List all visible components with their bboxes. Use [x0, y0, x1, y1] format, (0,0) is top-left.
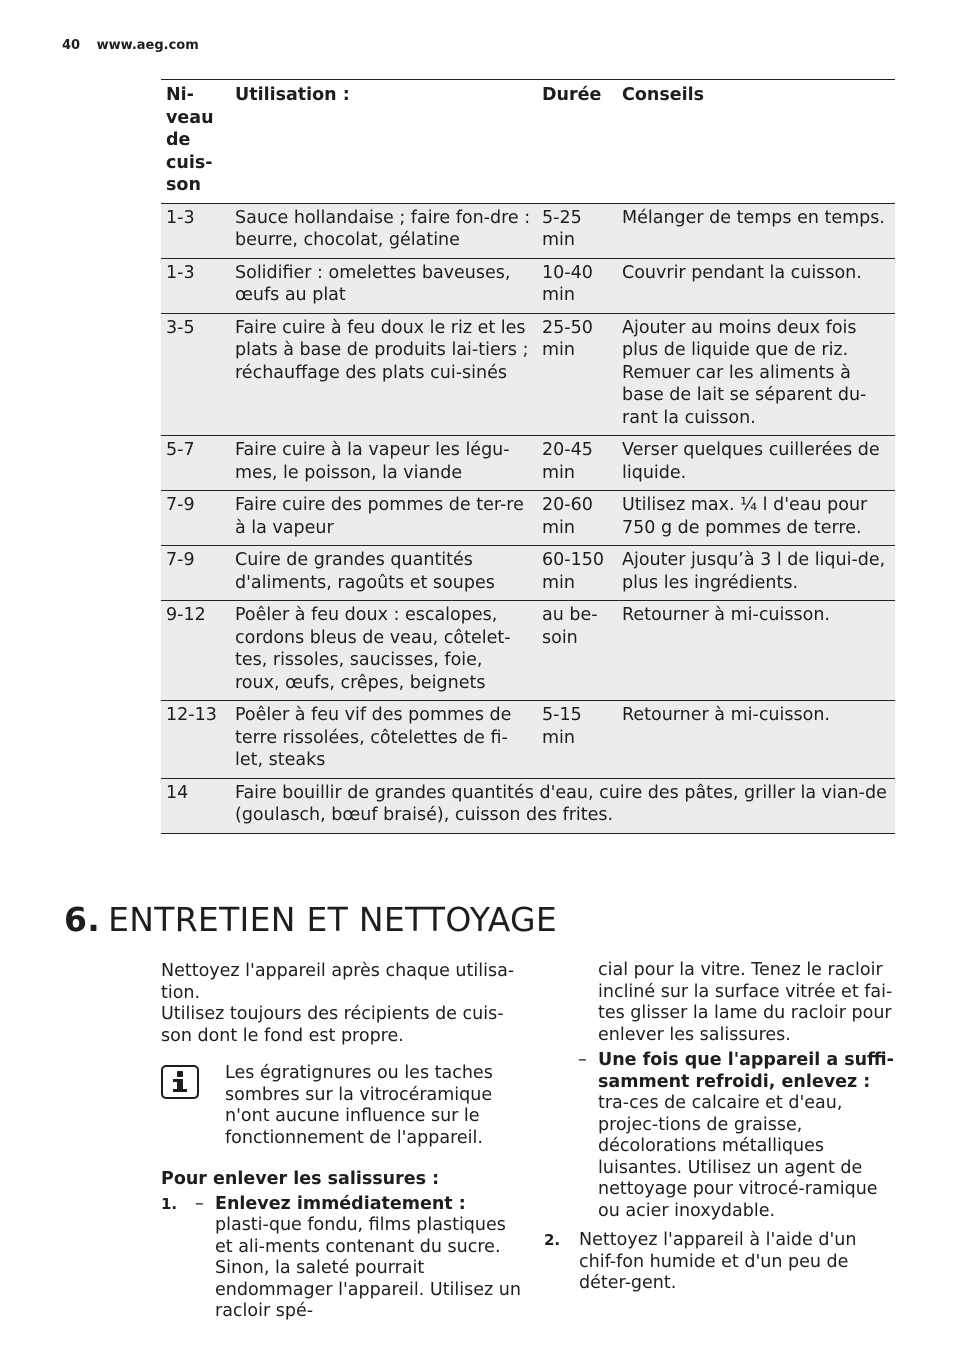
header-duration: Durée	[542, 85, 602, 105]
dash-bullet: –	[195, 1193, 204, 1214]
cell-use: Solidifier : omelettes baveuses, œufs au plat	[235, 262, 511, 305]
step-number: 1.	[161, 1194, 178, 1213]
dash-2-bold: Une fois que l'appareil a suffi-samment refroidi, enlevez :	[598, 1050, 894, 1092]
cell-duration: 25-50 min	[542, 317, 593, 360]
cell-level: 14	[166, 782, 189, 803]
cell-level: 3-5	[166, 317, 195, 338]
table-row	[161, 313, 895, 436]
table-row	[161, 491, 895, 546]
intro-paragraph-1: Nettoyez l'appareil après chaque utilisa-tion.	[161, 961, 515, 1003]
step-1-text: plasti-que fondu, films plastiques et ali-ments contenant du sucre. Sinon, la saleté pourrait endommager l'appareil. Utilisez un racloir spé-	[215, 1215, 521, 1321]
intro-paragraph-2: Utilisez toujours des récipients de cuis-son dont le fond est propre.	[161, 1004, 504, 1046]
table-row	[161, 601, 895, 701]
dash-bullet: –	[578, 1050, 587, 1070]
table-row	[161, 436, 895, 491]
page-number: 40	[62, 38, 81, 53]
cell-duration: 10-40 min	[542, 262, 593, 305]
info-text: Les égratignures ou les taches sombres sur la vitrocéramique n'ont aucune influence sur le fonctionnement de l'appareil.	[225, 1063, 493, 1148]
table-header-row	[161, 80, 895, 204]
cooking-levels-table	[161, 79, 895, 834]
step-1-bold: Enlevez immédiatement :	[215, 1193, 466, 1214]
header-url: www.aeg.com	[96, 38, 199, 53]
cell-level: 1-3	[166, 262, 195, 283]
cell-use: Faire cuire à feu doux le riz et les plats à base de produits lai-tiers ; réchauffage des plats cui-sinés	[235, 317, 529, 383]
cell-tip: Ajouter au moins deux fois plus de liquide que de riz. Remuer car les aliments à base de lait se séparent du-rant la cuisson.	[622, 317, 867, 428]
left-column	[161, 961, 521, 1323]
cell-duration: 20-45 min	[542, 440, 593, 483]
section-title	[64, 900, 557, 939]
cell-use: Poêler à feu vif des pommes de terre rissolées, côtelettes de fi-let, steaks	[235, 705, 512, 770]
step-2	[544, 1230, 896, 1295]
step-1-continuation: cial pour la vitre. Tenez le racloir incliné sur la surface vitrée et fai-tes glisser la lame du racloir pour enlever les salissures.	[598, 960, 893, 1045]
cell-duration: au be-soin	[542, 605, 598, 648]
cell-level: 7-9	[166, 495, 195, 515]
cell-tip: Retourner à mi-cuisson.	[622, 605, 830, 625]
cell-tip: Retourner à mi-cuisson.	[622, 705, 830, 725]
table-row	[161, 778, 895, 833]
header-use: Utilisation :	[235, 85, 350, 105]
cell-tip: Verser quelques cuillerées de liquide.	[622, 440, 880, 483]
header-tips: Conseils	[622, 85, 705, 105]
dash-2-text: tra-ces de calcaire et d'eau, projec-tions de graisse, décolorations métalliques luisantes. Utilisez un agent de nettoyage pour vitrocé-ramique ou acier inoxydable.	[598, 1093, 878, 1221]
cell-level: 1-3	[166, 207, 195, 228]
cell-level: 12-13	[166, 705, 217, 725]
cell-use: Sauce hollandaise ; faire fon-dre : beurre, chocolat, gélatine	[235, 207, 531, 250]
subheading-remove-dirt: Pour enlever les salissures :	[161, 1169, 440, 1189]
cell-duration: 5-25 min	[542, 207, 582, 250]
cell-tip: Utilisez max. ¼ l d'eau pour 750 g de pommes de terre.	[622, 495, 868, 538]
header-level: Ni- veau de cuis- son	[166, 85, 214, 195]
cell-tip: Ajouter jusqu’à 3 l de liqui-de, plus les ingrédients.	[622, 550, 886, 593]
cell-use: Faire cuire à la vapeur les légu-mes, le poisson, la viande	[235, 440, 510, 483]
cell-use: Faire bouillir de grandes quantités d'eau, cuire des pâtes, griller la vian-de (goulasch, bœuf braisé), cuisson des frites.	[235, 782, 887, 825]
info-note	[161, 1063, 521, 1149]
cell-duration: 20-60 min	[542, 495, 593, 538]
cell-level: 9-12	[166, 605, 206, 625]
table-row	[161, 546, 895, 601]
table-row	[161, 258, 895, 313]
table-row	[161, 701, 895, 779]
section-number: 6.	[64, 900, 101, 939]
cell-use: Faire cuire des pommes de ter-re à la vapeur	[235, 495, 524, 538]
step-1-dash-2	[544, 1050, 896, 1222]
cell-tip: Mélanger de temps en temps.	[622, 207, 885, 228]
cell-tip: Couvrir pendant la cuisson.	[622, 262, 862, 283]
right-column	[544, 960, 896, 1295]
cell-duration: 60-150 min	[542, 550, 604, 593]
cell-level: 7-9	[166, 550, 195, 570]
cell-level: 5-7	[166, 440, 195, 460]
step-1	[161, 1194, 521, 1323]
cell-duration: 5-15 min	[542, 705, 582, 748]
cell-use: Poêler à feu doux : escalopes, cordons bleus de veau, côtelet-tes, rissoles, saucisses, foie, roux, œufs, crêpes, beignets	[235, 605, 511, 693]
info-icon	[161, 1065, 199, 1099]
cell-use: Cuire de grandes quantités d'aliments, ragoûts et soupes	[235, 550, 495, 593]
step-number: 2.	[544, 1231, 561, 1249]
page-header	[62, 38, 199, 53]
section-title-text: ENTRETIEN ET NETTOYAGE	[108, 900, 558, 939]
table-row	[161, 203, 895, 258]
step-2-text: Nettoyez l'appareil à l'aide d'un chif-fon humide et d'un peu de déter-gent.	[579, 1230, 857, 1293]
